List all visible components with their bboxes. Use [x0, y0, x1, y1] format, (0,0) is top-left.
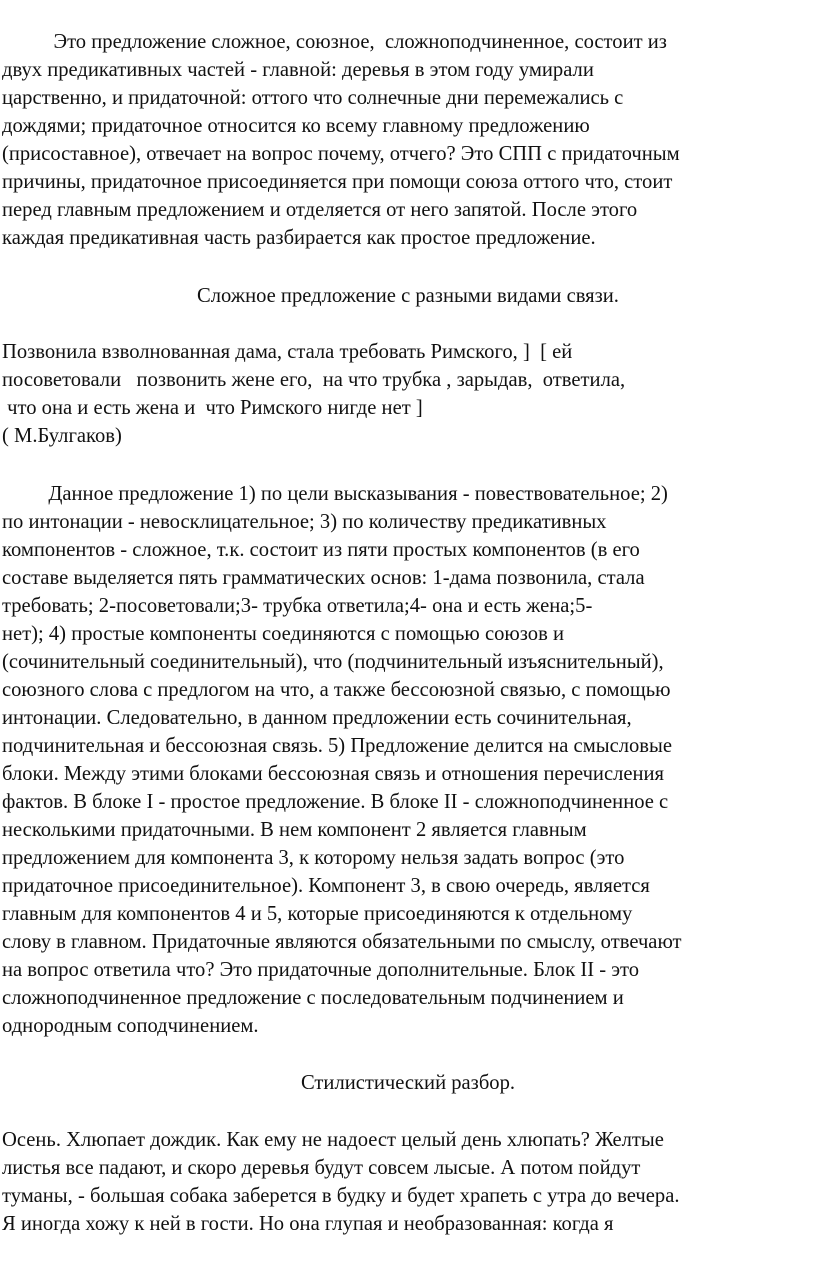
text-line: Осень. Хлюпает дождик. Как ему не надоест целый день хлюпать? Желтые: [2, 1129, 664, 1151]
text-line: сложноподчиненное предложение с последовательным подчинением и: [2, 987, 624, 1009]
text-line: перед главным предложением и отделяется от него запятой. После этого: [2, 199, 638, 221]
text-line: каждая предикативная часть разбирается как простое предложение.: [2, 227, 596, 249]
text-line: фактов. В блоке I - простое предложение. В блоке II - сложноподчиненное с: [2, 791, 669, 813]
text-line: (сочинительный соединительный), что (подчинительный изъяснительный),: [2, 651, 664, 673]
section-heading-mixed-connection: Сложное предложение с разными видами связи.: [197, 285, 619, 307]
text-line: туманы, - большая собака заберется в будку и будет храпеть с утра до вечера.: [2, 1185, 680, 1207]
text-line: блоки. Между этими блоками бессоюзная связь и отношения перечисления: [2, 763, 665, 785]
text-line: двух предикативных частей - главной: деревья в этом году умирали: [2, 59, 594, 81]
text-line: интонации. Следовательно, в данном предложении есть сочинительная,: [2, 707, 632, 729]
text-line: слову в главном. Придаточные являются обязательными по смыслу, отвечают: [2, 931, 682, 953]
text-line: придаточное присоединительное). Компонент 3, в свою очередь, является: [2, 875, 650, 897]
text-line: царственно, и придаточной: оттого что солнечные дни перемежались с: [2, 87, 624, 109]
text-line: Позвонила взволнованная дама, стала требовать Римского, ] [ ей: [2, 341, 573, 363]
text-line: на вопрос ответила что? Это придаточные дополнительные. Блок II - это: [2, 959, 640, 981]
text-line: предложением для компонента 3, к которому нельзя задать вопрос (это: [2, 847, 625, 869]
text-line: (присоставное), отвечает на вопрос почему, отчего? Это СПП с придаточным: [2, 143, 680, 165]
text-line: нет); 4) простые компоненты соединяются с помощью союзов и: [2, 623, 564, 645]
text-line: посоветовали позвонить жене его, на что трубка , зарыдав, ответила,: [2, 369, 626, 391]
text-line: причины, придаточное присоединяется при помощи союза оттого что, стоит: [2, 171, 673, 193]
text-line: Это предложение сложное, союзное, сложноподчиненное, состоит из: [2, 31, 667, 53]
text-line: однородным соподчинением.: [2, 1015, 259, 1037]
text-line: подчинительная и бессоюзная связь. 5) Предложение делится на смысловые: [2, 735, 672, 757]
text-line: компонентов - сложное, т.к. состоит из пяти простых компонентов (в его: [2, 539, 640, 561]
text-line: требовать; 2-посоветовали;3- трубка ответила;4- она и есть жена;5-: [2, 595, 593, 617]
text-line: союзного слова с предлогом на что, а также бессоюзной связью, с помощью: [2, 679, 671, 701]
section-heading-stylistic: Стилистический разбор.: [300, 1072, 516, 1094]
text-line: дождями; придаточное относится ко всему главному предложению: [2, 115, 590, 137]
text-line: листья все падают, и скоро деревья будут совсем лысые. А потом пойдут: [2, 1157, 641, 1179]
text-line: Данное предложение 1) по цели высказывания - повествовательное; 2): [2, 483, 668, 505]
text-line: составе выделяется пять грамматических основ: 1-дама позвонила, стала: [2, 567, 645, 589]
text-line: главным для компонентов 4 и 5, которые присоединяются к отдельному: [2, 903, 633, 925]
text-line: Я иногда хожу к ней в гости. Но она глупая и необразованная: когда я: [2, 1213, 614, 1235]
text-line: несколькими придаточными. В нем компонент 2 является главным: [2, 819, 587, 841]
text-line: что она и есть жена и что Римского нигде нет ]: [2, 397, 423, 419]
text-line: по интонации - невосклицательное; 3) по количеству предикативных: [2, 511, 607, 533]
example-source: ( М.Булгаков): [2, 425, 122, 447]
